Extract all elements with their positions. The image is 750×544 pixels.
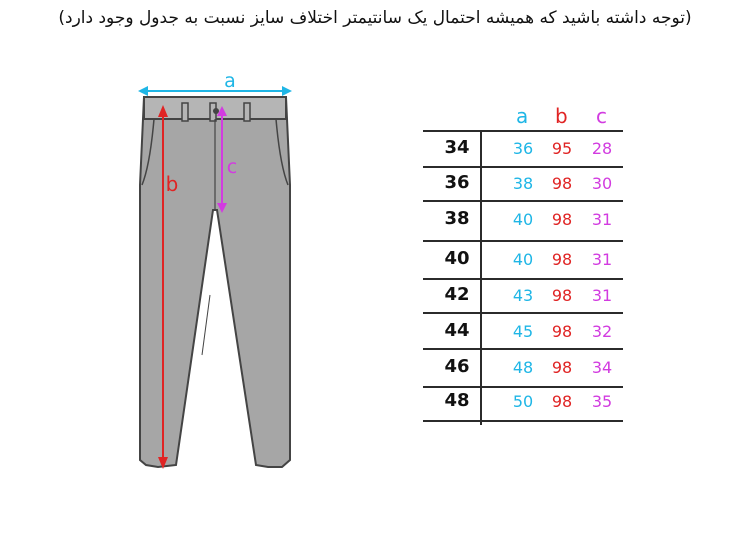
- size-cell: 48: [444, 390, 470, 411]
- size-cell: 44: [444, 320, 470, 341]
- size-cell: 40: [444, 248, 470, 269]
- cell-c: 30: [591, 174, 613, 193]
- header-b: b: [555, 104, 568, 128]
- cell-b: 98: [551, 322, 573, 341]
- cell-b: 98: [551, 250, 573, 269]
- table-row: [420, 278, 630, 314]
- table-row: [420, 202, 630, 238]
- cell-b: 98: [551, 358, 573, 377]
- cell-c: 35: [591, 392, 613, 411]
- header-a: a: [516, 104, 529, 128]
- cell-a: 36: [512, 139, 534, 158]
- cell-c: 31: [591, 250, 613, 269]
- cell-b: 98: [551, 392, 573, 411]
- size-cell: 38: [444, 208, 470, 229]
- header-c: c: [596, 104, 607, 128]
- table-row: [420, 350, 630, 386]
- cell-b: 98: [551, 286, 573, 305]
- table-rule: [423, 420, 623, 422]
- belt-loop: [244, 103, 250, 121]
- pants-diagram: [130, 65, 300, 485]
- cell-c: 28: [591, 139, 613, 158]
- cell-b: 95: [551, 139, 573, 158]
- cell-c: 31: [591, 210, 613, 229]
- cell-b: 98: [551, 210, 573, 229]
- cell-b: 98: [551, 174, 573, 193]
- size-note: (توجه داشته باشید که همیشه احتمال یک سانتیمتر اختلاف سایز نسبت به جدول وجود دارد): [58, 8, 692, 28]
- size-table: [420, 100, 630, 430]
- cell-a: 43: [512, 286, 534, 305]
- table-row: [420, 166, 630, 202]
- cell-a: 50: [512, 392, 534, 411]
- size-cell: 42: [444, 284, 470, 305]
- crease: [202, 295, 210, 355]
- table-row: [420, 314, 630, 350]
- cell-a: 40: [512, 210, 534, 229]
- waist-button: [213, 108, 219, 114]
- cell-a: 38: [512, 174, 534, 193]
- dim-b-label: b: [165, 172, 179, 196]
- cell-c: 34: [591, 358, 613, 377]
- size-cell: 46: [444, 356, 470, 377]
- cell-c: 32: [591, 322, 613, 341]
- dim-a-arrow-right: [282, 86, 292, 96]
- table-row: [420, 131, 630, 167]
- belt-loop: [182, 103, 188, 121]
- cell-a: 40: [512, 250, 534, 269]
- dim-c-label: c: [226, 156, 238, 178]
- cell-a: 48: [512, 358, 534, 377]
- table-row: [420, 384, 630, 420]
- dim-a-label: a: [224, 70, 236, 92]
- size-cell: 34: [444, 137, 470, 158]
- size-cell: 36: [444, 172, 470, 193]
- dim-a-arrow-left: [138, 86, 148, 96]
- cell-c: 31: [591, 286, 613, 305]
- cell-a: 45: [512, 322, 534, 341]
- table-row: [420, 242, 630, 278]
